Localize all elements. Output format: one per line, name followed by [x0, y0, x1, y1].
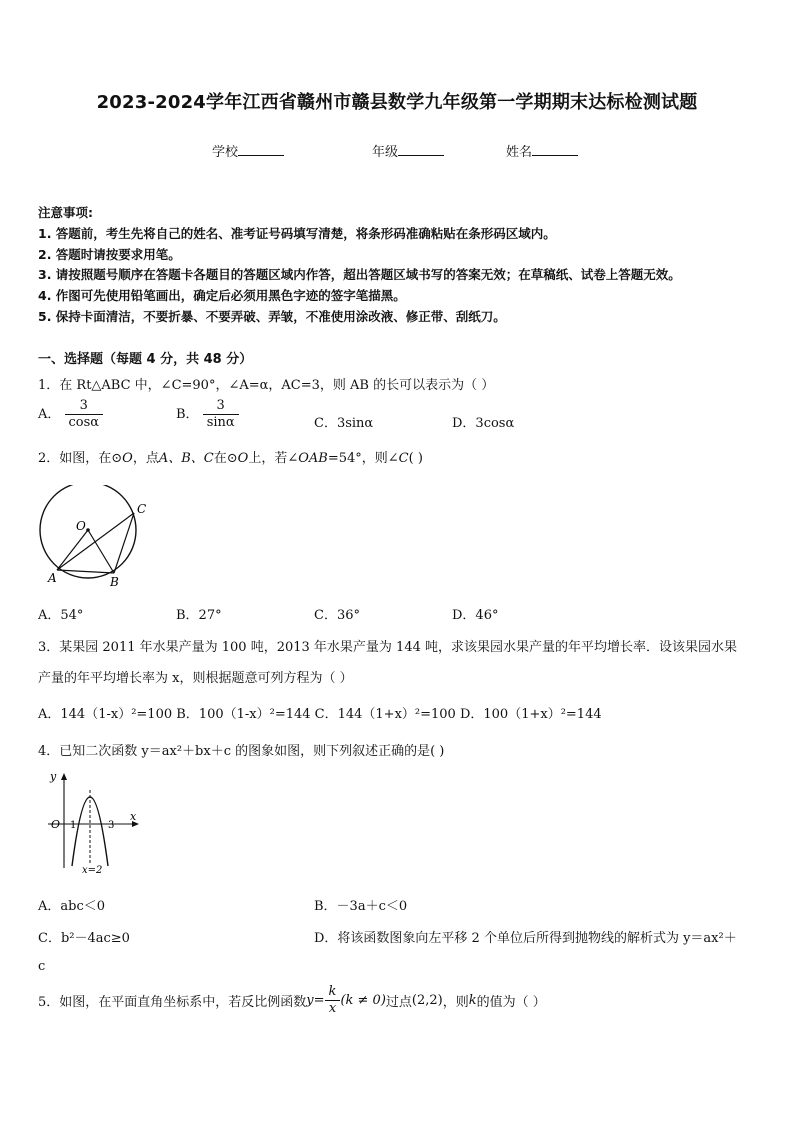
school-field: [212, 141, 284, 160]
text: ( ): [408, 451, 423, 466]
notice-item: 5. 保持卡面清洁，不要折暴、不要弄破、弄皱，不准使用涂改液、修正带、刮纸刀。: [38, 309, 506, 324]
label-b: B: [110, 575, 119, 589]
numerator: 3: [203, 398, 239, 415]
label-one: 1: [70, 820, 77, 831]
var: OAB: [298, 451, 328, 466]
q3-stem-line1: 3．某果园 2011 年水果产量为 100 吨，2013 年水果产量为 144 吨，求该果园水果产量的年平均增长率．设该果园水果: [38, 640, 737, 655]
fraction: [203, 398, 239, 431]
label-three: 3: [108, 820, 115, 831]
q2-option-a: A．54°: [38, 608, 84, 623]
name-label: 姓名: [506, 145, 533, 160]
page-title: 2023-2024学年江西省赣州市赣县数学九年级第一学期期末达标检测试题: [96, 92, 698, 113]
fraction: [325, 984, 341, 1017]
q2-option-b: B．27°: [176, 608, 222, 623]
text: 2．如图，在⊙: [38, 451, 123, 466]
q4-option-b: B．－3a＋c＜0: [314, 899, 408, 914]
text: 上，若∠: [248, 451, 299, 466]
label-o: O: [76, 519, 86, 533]
label-c: C: [137, 502, 147, 516]
section-heading: 一、选择题（每题 4 分，共 48 分）: [38, 352, 253, 367]
text: ，则: [442, 995, 469, 1010]
q4-option-c: C．b²－4ac≥0: [38, 931, 130, 946]
q3-stem-line2: 产量的年平均增长率为 x，则根据题意可列方程为（ ）: [38, 671, 353, 686]
q4-stem: 4．已知二次函数 y＝ax²＋bx＋c 的图象如图，则下列叙述正确的是( ): [38, 744, 445, 759]
q2-option-d: D．46°: [452, 608, 499, 623]
notice-heading: 注意事项:: [38, 205, 93, 220]
fraction: [65, 398, 104, 431]
option-label: A．: [38, 407, 61, 422]
name-field: [506, 141, 578, 160]
notice-item: 3. 请按照题号顺序在答题卡各题目的答题区域内作答，超出答题区域书写的答案无效；在草稿纸、试卷上答题无效。: [38, 267, 681, 282]
q4-option-d: D．将该函数图象向左平移 2 个单位后所得到抛物线的解析式为 y＝ax²＋: [314, 931, 737, 946]
notice-item: 2. 答题时请按要求用笔。: [38, 247, 181, 262]
text: 过点: [385, 995, 412, 1010]
label-y: y: [50, 770, 57, 783]
text: 5．如图，在平面直角坐标系中，若反比例函数: [38, 995, 307, 1010]
q4-option-a: A．abc＜0: [38, 899, 106, 914]
text: 在⊙: [213, 451, 238, 466]
q5-stem: [38, 984, 546, 1017]
q2-stem: [38, 447, 423, 466]
var: A、B、C: [158, 451, 214, 466]
name-blank: [532, 143, 578, 156]
label-origin: O: [51, 818, 61, 831]
denominator: x: [328, 1001, 337, 1016]
option-label: B．: [176, 407, 199, 422]
school-label: 学校: [212, 145, 239, 160]
q1-option-b: [176, 398, 239, 431]
q1-option-a: [38, 398, 103, 431]
grade-label: 年级: [372, 145, 399, 160]
numerator: k: [325, 984, 341, 1001]
numerator: 3: [65, 398, 104, 415]
grade-field: [372, 141, 444, 160]
denominator: sinα: [206, 415, 235, 430]
var: C: [398, 451, 409, 466]
q3-options: A．144（1-x）²=100 B．100（1-x）²=144 C．144（1+x）²=100 D．100（1+x）²=144: [38, 707, 602, 722]
text: (k ≠ 0): [340, 993, 386, 1008]
grade-blank: [398, 143, 444, 156]
denominator: cosα: [68, 415, 100, 430]
text: =54°，则∠: [327, 451, 399, 466]
school-blank: [238, 143, 284, 156]
notice-item: 4. 作图可先使用铅笔画出，确定后必须用黑色字迹的签字笔描黑。: [38, 288, 406, 303]
label-x: x: [130, 810, 137, 823]
q2-option-c: C．36°: [314, 608, 360, 623]
text: (2,2): [411, 993, 443, 1008]
parabola-figure: [40, 768, 145, 878]
label-axis-of-symmetry: x=2: [82, 865, 103, 876]
q4-option-d-continued: c: [38, 959, 46, 974]
text: ，点: [132, 451, 159, 466]
circle-figure: [30, 485, 160, 590]
q1-option-c: C．3sinα: [314, 416, 374, 431]
notice-item: 1. 答题前，考生先将自己的姓名、准考证号码填写清楚，将条形码准确粘贴在条形码区域内。: [38, 226, 556, 241]
var: k: [468, 993, 477, 1008]
text: 的值为（ ）: [476, 995, 546, 1010]
q1-stem: 1．在 Rt△ABC 中，∠C=90°，∠A=α，AC=3，则 AB 的长可以表示为（ ）: [38, 378, 495, 393]
var: O: [122, 451, 133, 466]
label-a: A: [48, 571, 57, 585]
text: =: [313, 993, 325, 1008]
q1-option-d: D．3cosα: [452, 416, 515, 431]
var: O: [237, 451, 249, 466]
var: y: [306, 993, 314, 1008]
